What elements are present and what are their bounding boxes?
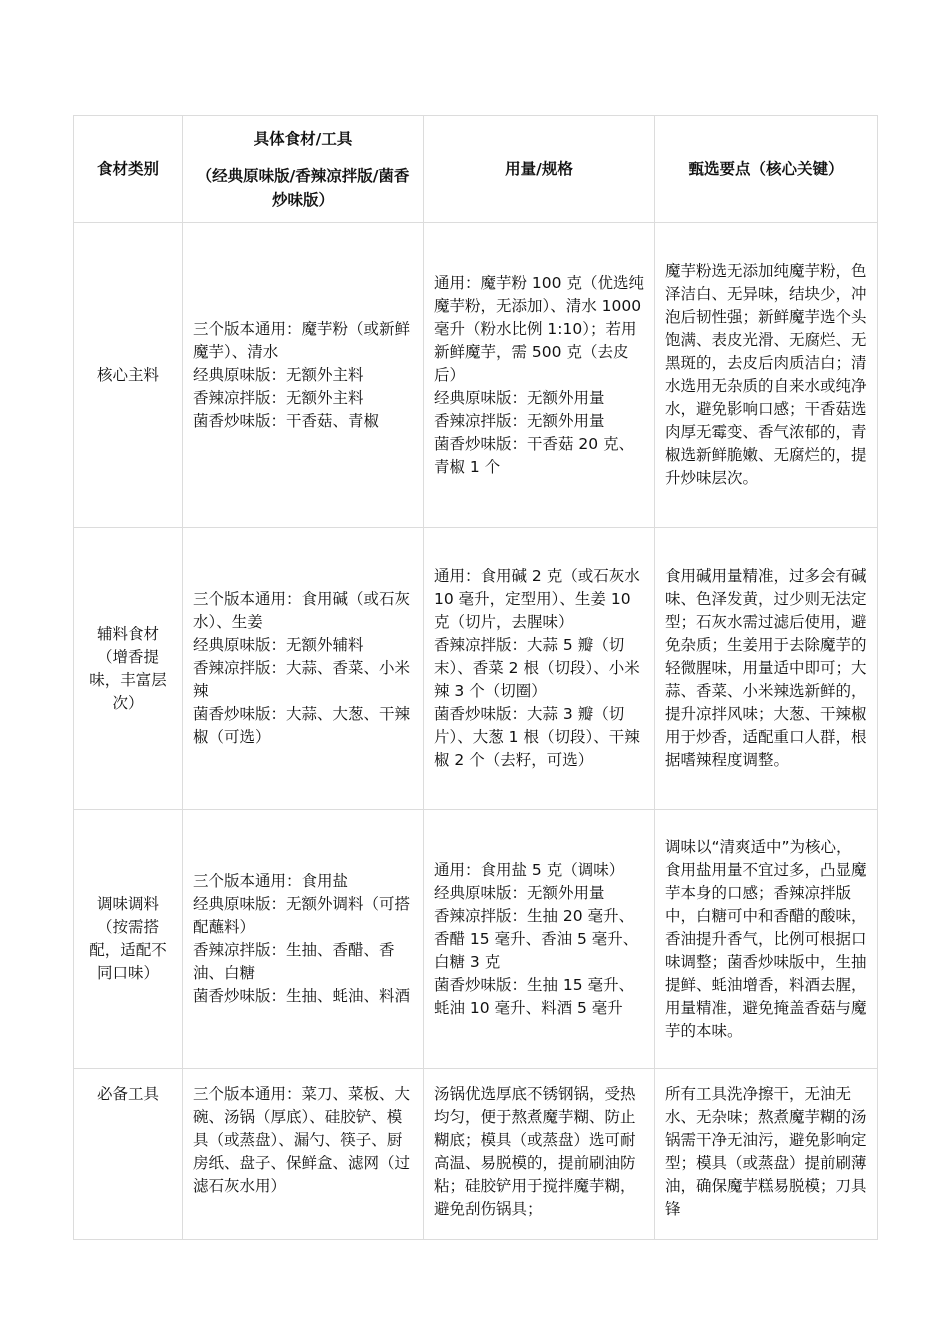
row-amount: [424, 810, 655, 1069]
row-amount: [424, 1069, 655, 1240]
row-category: 辅料食材（增香提味，丰富层次）: [74, 528, 183, 810]
table-row: [74, 1069, 878, 1240]
header-row: [74, 116, 878, 223]
row-category: 核心主料: [74, 223, 183, 528]
row-ingredient: [183, 223, 424, 528]
cell-line: 菌香炒味版：大蒜 3 瓣（切片）、大葱 1 根（切段）、干辣椒 2 个（去籽，可选）: [434, 705, 640, 769]
row-amount: [424, 223, 655, 528]
cell-line: 香辣凉拌版：生抽 20 毫升、香醋 15 毫升、香油 5 毫升、白糖 3 克: [434, 906, 639, 971]
cell-line: 香辣凉拌版：无额外主料: [193, 388, 364, 407]
table-row: [74, 810, 878, 1069]
row-ingredient: [183, 1069, 424, 1240]
header-tips: 甄选要点（核心关键）: [655, 116, 878, 223]
row-category: 调味调料（按需搭配，适配不同口味）: [74, 810, 183, 1069]
cell-line: 菌香炒味版：大蒜、大葱、干辣椒（可选）: [193, 705, 411, 746]
row-ingredient-text: 三个版本通用：菜刀、菜板、大碗、汤锅（厚底）、硅胶铲、模具（或蒸盘）、漏勺、筷子、厨房纸、盘子、保鲜盒、滤网（过滤石灰水用）: [193, 1085, 411, 1195]
row-tips: 调味以“清爽适中”为核心，食用盐用量不宜过多，凸显魔芋本身的口感；香辣凉拌版中，白糖可中和香醋的酸味，香油提升香气，比例可根据口味调整；菌香炒味版中，生抽提鲜、蚝油增香，料酒去腥，用量精准，避免掩盖香菇与魔芋的本味。: [655, 810, 878, 1069]
cell-line: 三个版本通用：食用盐: [193, 872, 349, 890]
row-ingredient: [183, 528, 424, 810]
header-ingredient-versions: （经典原味版/香辣凉拌版/菌香炒味版）: [196, 166, 410, 209]
cell-line: 经典原味版：无额外主料: [193, 365, 364, 384]
row-amount: [424, 528, 655, 810]
cell-line: 香辣凉拌版：生抽、香醋、香油、白糖: [193, 941, 395, 982]
cell-line: 经典原味版：无额外用量: [434, 883, 605, 902]
cell-line: 通用：食用盐 5 克（调味）: [434, 860, 625, 879]
row-ingredient: [183, 810, 424, 1069]
row-tips: 食用碱用量精准，过多会有碱味、色泽发黄，过少则无法定型；石灰水需过滤后使用，避免杂质；生姜用于去除魔芋的轻微腥味，用量适中即可；大蒜、香菜、小米辣选新鲜的，提升凉拌风味；大葱、干辣椒用于炒香，适配重口人群，根据嗜辣程度调整。: [655, 528, 878, 810]
cell-line: 经典原味版：无额外调料（可搭配蘸料）: [193, 895, 411, 936]
cell-line: 菌香炒味版：干香菇 20 克、青椒 1 个: [434, 434, 635, 476]
cell-line: 菌香炒味版：生抽、蚝油、料酒: [193, 987, 411, 1005]
row-category: [74, 1069, 183, 1240]
row-tips: [655, 1069, 878, 1240]
cell-line: 菌香炒味版：干香菇、青椒: [193, 411, 380, 430]
ingredients-table: [73, 115, 878, 1240]
cell-line: 菌香炒味版：生抽 15 毫升、蚝油 10 毫升、料酒 5 毫升: [434, 975, 635, 1017]
cell-line: 香辣凉拌版：大蒜 5 瓣（切末）、香菜 2 根（切段）、小米辣 3 个（切圈）: [434, 636, 640, 700]
cell-line: 经典原味版：无额外用量: [434, 388, 605, 407]
header-category: 食材类别: [74, 116, 183, 223]
row-category-text: 必备工具: [96, 1085, 159, 1103]
cell-line: 通用：魔芋粉 100 克（优选纯魔芋粉，无添加）、清水 1000 毫升（粉水比例 1:10）；若用新鲜魔芋，需 500 克（去皮后）: [434, 273, 647, 384]
cell-line: 香辣凉拌版：大蒜、香菜、小米辣: [193, 659, 411, 700]
cell-line: 香辣凉拌版：无额外用量: [434, 411, 605, 430]
cell-line: 三个版本通用：魔芋粉（或新鲜魔芋）、清水: [193, 319, 411, 361]
header-ingredient-title: 具体食材/工具: [253, 129, 353, 148]
cell-line: 三个版本通用：食用碱（或石灰水）、生姜: [193, 590, 411, 631]
header-amount: 用量/规格: [424, 116, 655, 223]
table-row: [74, 528, 878, 810]
row-tips: 魔芋粉选无添加纯魔芋粉，色泽洁白、无异味，结块少，冲泡后韧性强；新鲜魔芋选个头饱满、表皮光滑、无腐烂、无黑斑的，去皮后肉质洁白；清水选用无杂质的自来水或纯净水，避免影响口感；干香菇选肉厚无霉变、香气浓郁的，青椒选新鲜脆嫩、无腐烂的，提升炒味层次。: [655, 223, 878, 528]
table-row: [74, 223, 878, 528]
header-ingredient: [183, 116, 424, 223]
cell-line: 经典原味版：无额外辅料: [193, 636, 364, 654]
row-amount-text: 汤锅优选厚底不锈钢锅，受热均匀，便于熬煮魔芋糊、防止糊底；模具（或蒸盘）选可耐高温、易脱模的，提前刷油防粘；硅胶铲用于搅拌魔芋糊，避免刮伤锅具；: [434, 1085, 636, 1218]
row-tips-text: 所有工具洗净擦干，无油无水、无杂味；熬煮魔芋糊的汤锅需干净无油污，避免影响定型；模具（或蒸盘）提前刷薄油，确保魔芋糕易脱模；刀具锋: [665, 1085, 867, 1218]
cell-line: 通用：食用碱 2 克（或石灰水 10 毫升，定型用）、生姜 10 克（切片，去腥味）: [434, 567, 645, 631]
